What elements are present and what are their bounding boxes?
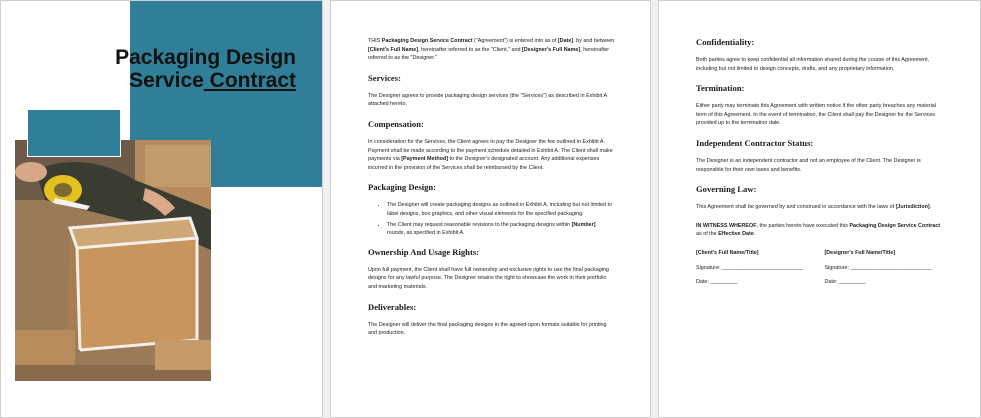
cover-title-line2: Service Contract xyxy=(129,69,296,92)
services-text: The Designer agrees to provide packaging design services (the "Services") as described in Exhibit A attached hereto. xyxy=(368,92,607,108)
confidentiality-heading: Confidentiality: xyxy=(696,37,755,47)
packaging-photo-illustration xyxy=(15,140,211,381)
client-signature-line: Signature: ___________________________ xyxy=(696,264,804,271)
contractor-status-heading: Independent Contractor Status: xyxy=(696,137,814,148)
deliverables-heading: Deliverables: xyxy=(368,301,417,312)
ownership-text: Upon full payment, the Client shall have full ownership and exclusive rights to use the final packaging designs for any lawful purpose. The Designer retains the right to showcase the work in their portfolio and marketing materials. xyxy=(368,266,609,290)
intro-paragraph: THIS Packaging Design Service Contract ("Agreement") is entered into as of [Date], by and between [Client's Full Name], hereinafter referred to as the "Client," and [Designer's Full Name], hereinafter referred to as the "Designer." xyxy=(368,38,615,62)
client-name-title: [Client's Full Name/Title] xyxy=(696,249,759,256)
governing-law-text: This Agreement shall be governed by and construed in accordance with the laws of [Jurisdiction]. xyxy=(696,204,932,211)
designer-signature xyxy=(824,249,943,293)
compensation-text: In consideration for the Services, the Client agrees to pay the Designer the fee outlined in Exhibit A. Payment shall be made according to the payment schedule detailed in Exhibit A. The Client shall make payments via [Payment Method] to the Designer's designated account. Any additional expenses incurred in the provision of the Services shall be reimbursed by the Client. xyxy=(368,138,613,171)
packaging-design-list xyxy=(368,201,615,237)
cover-page xyxy=(0,0,323,418)
page2-body xyxy=(368,37,615,348)
contractor-status-text: The Designer is an independent contractor and not an employee of the Client. The Designer is responsible for their own taxes and benefits. xyxy=(696,157,921,173)
deliverables-text: The Designer will deliver the final packaging designs in the agreed-upon formats suitable for printing and production. xyxy=(368,321,607,337)
governing-law-heading: Governing Law: xyxy=(696,184,757,195)
packaging-design-heading: Packaging Design: xyxy=(368,182,437,193)
list-item: • The Designer will create packaging designs as outlined in Exhibit A, including but not limited to label designs, box graphics, and other visual elements for the specified packaging. xyxy=(387,201,615,218)
cover-title-line1: Packaging Design xyxy=(115,46,296,69)
designer-name-title: [Designer's Full Name/Title] xyxy=(824,249,896,256)
designer-date-line: Date: _________ xyxy=(824,279,866,286)
termination-text: Either party may terminate this Agreement with written notice if the other party breaches any material term of this Agreement. In the event of termination, the Client shall pay the Designer for the Services provided up to the termination date. xyxy=(696,103,936,127)
compensation-heading: Compensation: xyxy=(368,118,424,129)
client-date-line: Date: _________ xyxy=(696,279,738,286)
cover-title xyxy=(115,46,296,92)
signature-block xyxy=(696,249,943,293)
termination-heading: Termination: xyxy=(696,83,745,94)
witness-text: IN WITNESS WHEREOF, the parties hereto have executed this Packaging Design Service Contract as of the Effective Date. xyxy=(696,222,941,238)
cover-title-underlined-word: Contract xyxy=(203,69,296,92)
ownership-heading: Ownership And Usage Rights: xyxy=(368,246,480,257)
cover-photo xyxy=(15,140,211,381)
list-item: • The Client may request reasonable revisions to the packaging designs within [Number] rounds, as specified in Exhibit A. xyxy=(387,221,615,238)
confidentiality-text: Both parties agree to keep confidential all information shared during the course of this Agreement, including but not limited to design concepts, drafts, and any proprietary information. xyxy=(696,57,930,72)
contract-page-2 xyxy=(330,0,651,418)
cover-accent-square xyxy=(27,109,121,157)
page3-body xyxy=(696,37,943,293)
services-heading: Services: xyxy=(368,72,401,83)
contract-page-3 xyxy=(658,0,981,418)
client-signature xyxy=(696,249,815,293)
designer-signature-line: Signature: ___________________________ xyxy=(824,264,932,271)
